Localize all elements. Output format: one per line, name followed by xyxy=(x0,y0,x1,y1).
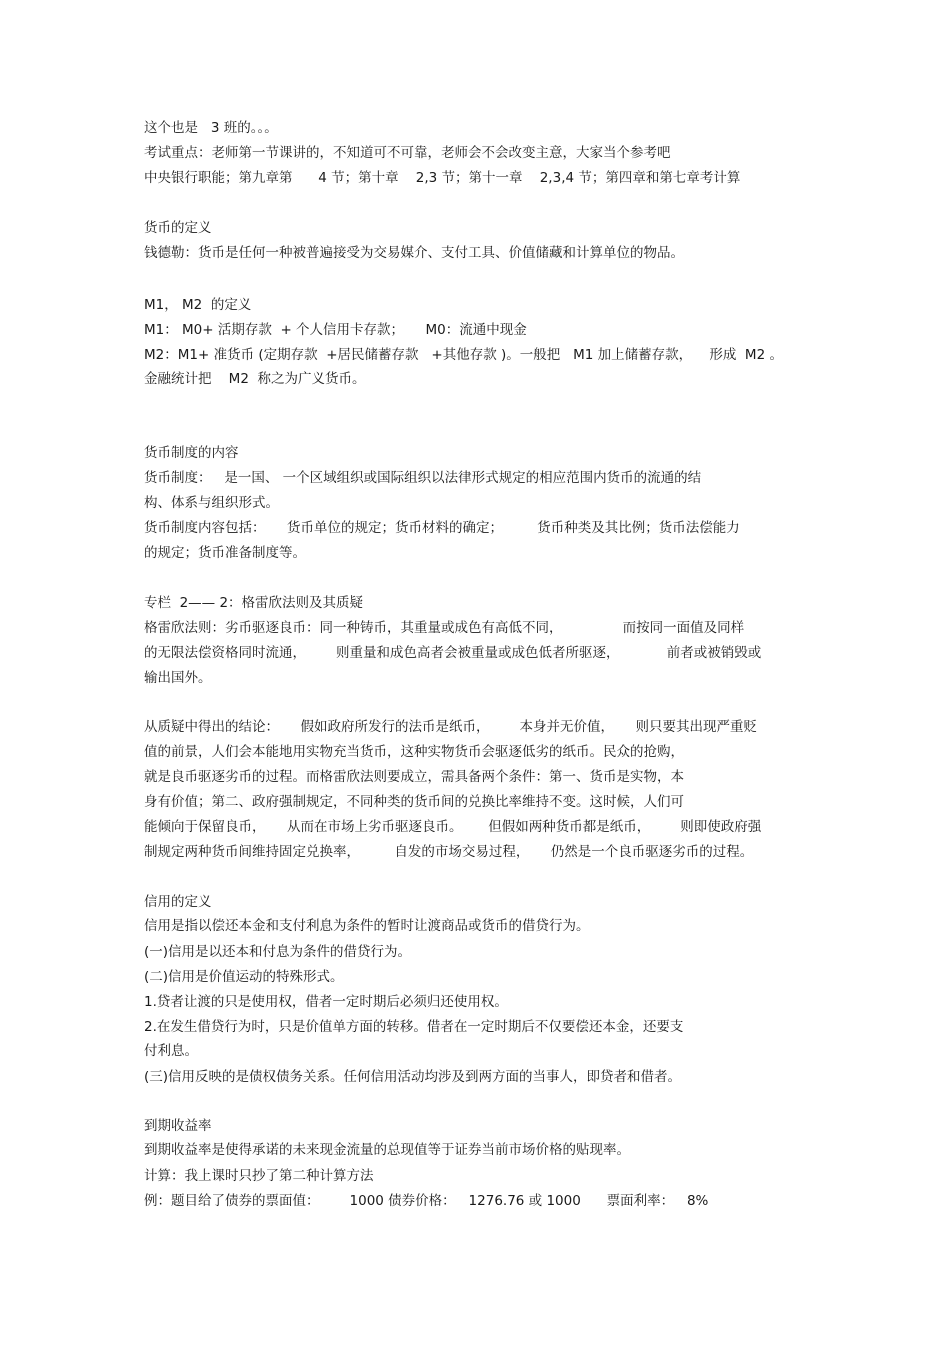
text-line: 计算：我上课时只抄了第二种计算方法 xyxy=(144,1168,374,1184)
text-line: 例：题目给了债券的票面值： 1000 债券价格： 1276.76 或 1000 票面利率： 8% xyxy=(144,1193,709,1209)
section-heading: 货币的定义 xyxy=(144,220,212,236)
text-line: 就是良币驱逐劣币的过程。而格雷欣法则要成立，需具备两个条件：第一、货币是实物，本 xyxy=(144,769,684,785)
text-line: 这个也是 3 班的。。。 xyxy=(144,120,278,136)
text-line: 2.在发生借贷行为时，只是价值单方面的转移。借者在一定时期后不仅要偿还本金，还要支 xyxy=(144,1019,684,1035)
section-heading: M1， M2 的定义 xyxy=(144,297,252,313)
text-line: 中央银行职能；第九章第 4 节；第十章 2,3 节；第十一章 2,3,4 节；第四章和第七章考计算 xyxy=(144,170,741,186)
text-line: 的规定；货币准备制度等。 xyxy=(144,545,306,561)
text-line: 输出国外。 xyxy=(144,670,212,686)
text-line: 货币制度内容包括： 货币单位的规定；货币材料的确定； 货币种类及其比例；货币法偿能力 xyxy=(144,520,740,536)
text-line: (一)信用是以还本和付息为条件的借贷行为。 xyxy=(144,944,412,960)
text-line: 格雷欣法则：劣币驱逐良币：同一种铸币，其重量或成色有高低不同， 而按同一面值及同样 xyxy=(144,620,745,636)
text-line: 能倾向于保留良币， 从而在市场上劣币驱逐良币。 但假如两种货币都是纸币， 则即使政府强 xyxy=(144,819,762,835)
text-line: 制规定两种货币间维持固定兑换率， 自发的市场交易过程， 仍然是一个良币驱逐劣币的过程。 xyxy=(144,844,754,860)
text-line: (二)信用是价值运动的特殊形式。 xyxy=(144,969,344,985)
text-line: 构、体系与组织形式。 xyxy=(144,495,279,511)
text-line: 金融统计把 M2 称之为广义货币。 xyxy=(144,371,366,387)
text-line: 考试重点：老师第一节课讲的，不知道可不可靠，老师会不会改变主意，大家当个参考吧 xyxy=(144,145,671,161)
text-line: 的无限法偿资格同时流通， 则重量和成色高者会被重量或成色低者所驱逐， 前者或被销毁或 xyxy=(144,645,762,661)
text-line: 身有价值；第二、政府强制规定，不同种类的货币间的兑换比率维持不变。这时候，人们可 xyxy=(144,794,684,810)
text-line: 货币制度： 是一国、 一个区域组织或国际组织以法律形式规定的相应范围内货币的流通的结 xyxy=(144,470,702,486)
text-line: 从质疑中得出的结论： 假如政府所发行的法币是纸币， 本身并无价值， 则只要其出现严重贬 xyxy=(144,719,757,735)
text-line: M1： M0+ 活期存款 + 个人信用卡存款； M0：流通中现金 xyxy=(144,322,527,338)
text-line: 到期收益率是使得承诺的未来现金流量的总现值等于证券当前市场价格的贴现率。 xyxy=(144,1142,630,1158)
section-heading: 货币制度的内容 xyxy=(144,445,239,461)
text-line: 信用是指以偿还本金和支付利息为条件的暂时让渡商品或货币的借贷行为。 xyxy=(144,918,590,934)
text-line: 钱德勒：货币是任何一种被普遍接受为交易媒介、支付工具、价值储藏和计算单位的物品。 xyxy=(144,245,684,261)
section-heading: 信用的定义 xyxy=(144,894,212,910)
text-line: 值的前景，人们会本能地用实物充当货币，这种实物货币会驱逐低劣的纸币。民众的抢购， xyxy=(144,744,684,760)
text-line: 付利息。 xyxy=(144,1043,198,1059)
text-line: (三)信用反映的是债权债务关系。任何信用活动均涉及到两方面的当事人，即贷者和借者。 xyxy=(144,1069,682,1085)
section-heading: 专栏 2—— 2：格雷欣法则及其质疑 xyxy=(144,595,364,611)
section-heading: 到期收益率 xyxy=(144,1118,212,1134)
text-line: 1.贷者让渡的只是使用权，借者一定时期后必须归还使用权。 xyxy=(144,994,508,1010)
text-line: M2：M1+ 准货币 (定期存款 +居民储蓄存款 +其他存款 )。一般把 M1 加上储蓄存款， 形成 M2 。 xyxy=(144,347,783,363)
